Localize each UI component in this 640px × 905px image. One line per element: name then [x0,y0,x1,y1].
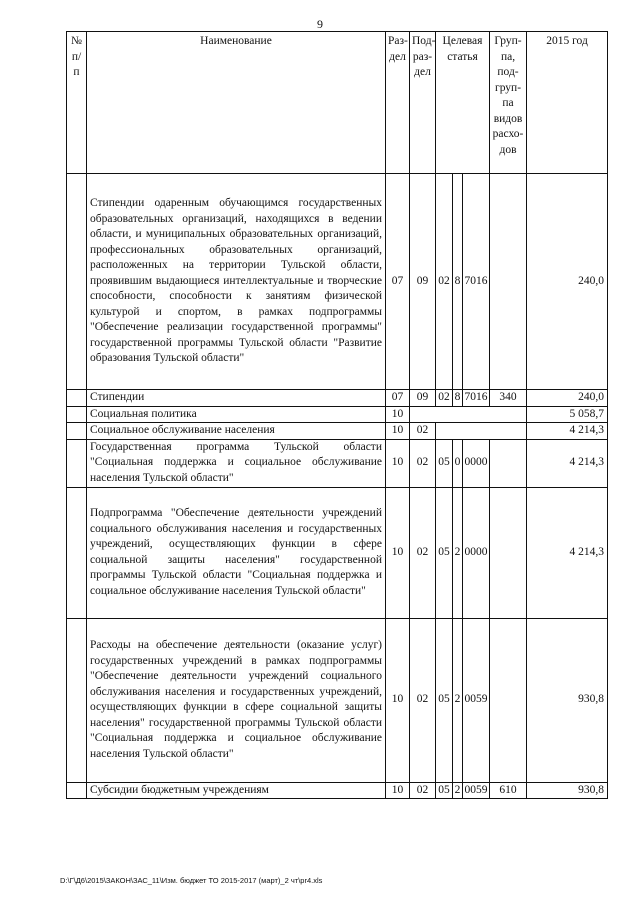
cell-num [67,406,87,423]
cell-podrazdel: 09 [410,174,436,390]
cell-sum: 240,0 [527,390,608,407]
header-vid-rashodov: Груп- па, под- груп- па видов расхо- дов [490,32,527,174]
cell-podrazdel: 02 [410,487,436,618]
header-razdel: Раз- дел [386,32,410,174]
cell-cs-program [436,423,453,440]
cell-cs-program: 05 [436,782,453,799]
cell-sum: 240,0 [527,174,608,390]
cell-cs-direction: 7016 [463,390,490,407]
table-row [67,390,608,407]
header-name: Наименование [87,32,386,174]
cell-name: Стипендии одаренным обучающимся государственных образовательных организаций, находящихся в ведении области, и муниципальных образовательных организаций, профессиональных образовательных организаций, расположенных на территории Тульской области, проявившим выдающиеся интеллектуальные и творческие способности, способности к занятиям физической культурой и спортом, в рамках подпрограммы "Обеспечение реализации государственной программы" государственной программы Тульской области "Развитие образования Тульской области" [87,174,386,390]
cell-razdel: 10 [386,406,410,423]
cell-vid [490,174,527,390]
cell-cs-subprogram: 2 [453,487,463,618]
cell-sum: 930,8 [527,782,608,799]
cell-cs-subprogram: 0 [453,439,463,487]
table-row [67,439,608,487]
cell-razdel: 10 [386,439,410,487]
cell-sum: 5 058,7 [527,406,608,423]
cell-name: Стипендии [87,390,386,407]
cell-sum: 4 214,3 [527,439,608,487]
cell-num [67,439,87,487]
page-number: 9 [317,17,323,31]
table-row [67,423,608,440]
cell-cs-direction: 0059 [463,618,490,782]
header-celevaya-statya: Целевая статья [436,32,490,174]
cell-razdel: 10 [386,487,410,618]
header-num: № п/п [67,32,87,174]
cell-podrazdel: 02 [410,439,436,487]
budget-table [66,31,608,799]
cell-podrazdel: 09 [410,390,436,407]
table-header-row [67,32,608,174]
cell-cs-program: 05 [436,487,453,618]
table-row [67,174,608,390]
cell-cs-subprogram [453,406,463,423]
cell-cs-direction: 7016 [463,174,490,390]
file-path-footer: D:\Г\Д6\2015\ЗАКОН\ЗАС_11\Изм. бюджет ТО 2015-2017 (март)_2 чт\pr4.xls [60,876,323,885]
cell-vid [490,618,527,782]
cell-cs-program: 05 [436,618,453,782]
header-podrazdel: Под- раз- дел [410,32,436,174]
cell-name: Субсидии бюджетным учреждениям [87,782,386,799]
cell-num [67,487,87,618]
cell-cs-program: 02 [436,174,453,390]
cell-vid [490,487,527,618]
cell-cs-subprogram: 8 [453,390,463,407]
cell-razdel: 10 [386,782,410,799]
cell-num [67,782,87,799]
cell-sum: 930,8 [527,618,608,782]
cell-cs-program: 02 [436,390,453,407]
cell-cs-direction: 0000 [463,439,490,487]
cell-num [67,390,87,407]
cell-name: Социальное обслуживание населения [87,423,386,440]
cell-num [67,423,87,440]
cell-podrazdel: 02 [410,618,436,782]
cell-vid [490,406,527,423]
cell-name: Государственная программа Тульской области "Социальная поддержка и социальное обслуживание населения Тульской области" [87,439,386,487]
table-row [67,406,608,423]
header-year: 2015 год [527,32,608,174]
cell-cs-direction [463,423,490,440]
cell-name: Расходы на обеспечение деятельности (оказание услуг) государственных учреждений в рамках подпрограммы "Обеспечение деятельности учреждений социального обслуживания населения и государственных учреждений, осуществляющих функции в сфере социальной защиты населения" государственной программы Тульской области "Социальная поддержка и социальное обслуживание населения Тульской области" [87,618,386,782]
cell-sum: 4 214,3 [527,487,608,618]
cell-cs-subprogram: 2 [453,782,463,799]
cell-cs-subprogram [453,423,463,440]
cell-sum: 4 214,3 [527,423,608,440]
cell-razdel: 10 [386,423,410,440]
cell-podrazdel: 02 [410,423,436,440]
cell-vid [490,439,527,487]
cell-vid: 610 [490,782,527,799]
cell-cs-program: 05 [436,439,453,487]
cell-podrazdel: 02 [410,782,436,799]
cell-razdel: 07 [386,390,410,407]
cell-cs-direction: 0000 [463,487,490,618]
cell-razdel: 10 [386,618,410,782]
cell-cs-subprogram: 8 [453,174,463,390]
table-row [67,618,608,782]
cell-cs-direction [463,406,490,423]
table-row [67,487,608,618]
cell-cs-program [436,406,453,423]
cell-vid: 340 [490,390,527,407]
table-row [67,782,608,799]
cell-num [67,618,87,782]
cell-name: Подпрограмма "Обеспечение деятельности учреждений социального обслуживания населения и государственных учреждений, осуществляющих функции в сфере социальной защиты населения" государственной программы Тульской области "Социальная поддержка и социальное обслуживание населения Тульской области" [87,487,386,618]
cell-cs-direction: 0059 [463,782,490,799]
cell-podrazdel [410,406,436,423]
cell-name: Социальная политика [87,406,386,423]
cell-razdel: 07 [386,174,410,390]
cell-vid [490,423,527,440]
cell-num [67,174,87,390]
cell-cs-subprogram: 2 [453,618,463,782]
